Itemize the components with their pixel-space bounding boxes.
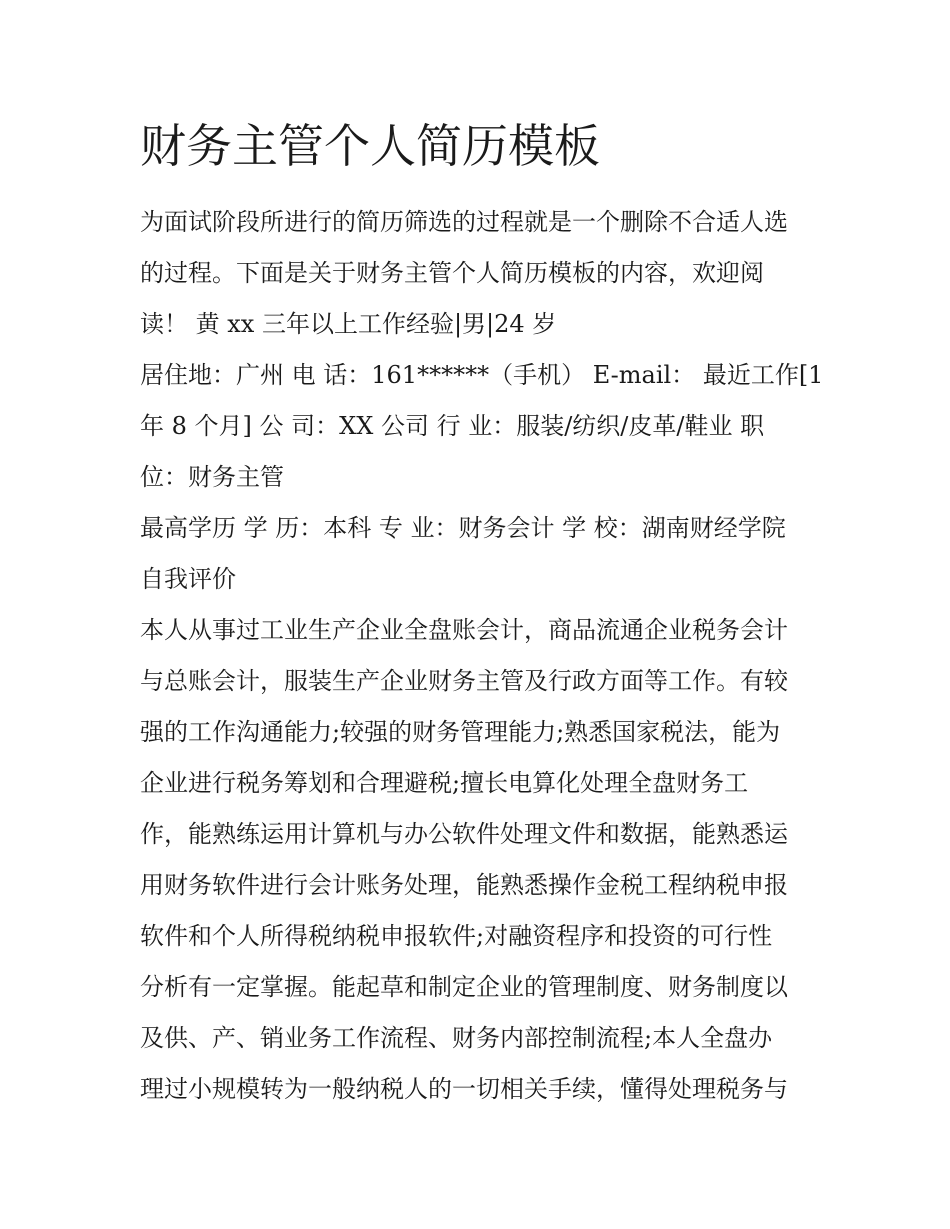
text-line: 理过小规模转为一般纳税人的一切相关手续，懂得处理税务与 — [140, 1075, 788, 1103]
text-line: 本人从事过工业生产企业全盘账会计，商品流通企业税务会计 — [140, 616, 788, 644]
text-line: 与总账会计，服装生产企业财务主管及行政方面等工作。有较 — [140, 667, 788, 695]
text-line: 强的工作沟通能力;较强的财务管理能力;熟悉国家税法，能为 — [140, 718, 781, 746]
text-line: 最高学历 学 历：本科 专 业：财务会计 学 校：湖南财经学院 — [140, 514, 786, 542]
text-line: 自我评价 — [140, 565, 236, 593]
text-line: 为面试阶段所进行的简历筛选的过程就是一个删除不合适人选 — [140, 208, 788, 236]
text-line: 企业进行税务筹划和合理避税;擅长电算化处理全盘财务工 — [140, 769, 749, 797]
contact-paragraph — [140, 350, 830, 503]
text-line: 用财务软件进行会计账务处理，能熟悉操作金税工程纳税申报 — [140, 871, 788, 899]
text-line: 年 8 个月] 公 司：XX 公司 行 业：服装/纺织/皮革/鞋业 职 — [140, 412, 765, 440]
text-line: 读！ 黄 xx 三年以上工作经验|男|24 岁 — [140, 310, 557, 338]
document-body — [140, 197, 830, 1115]
text-line: 居住地：广州 电 话：161******（手机） E-mail： 最近工作[1 — [140, 361, 824, 389]
text-line: 的过程。下面是关于财务主管个人简历模板的内容，欢迎阅 — [140, 259, 764, 287]
self-evaluation-paragraph — [140, 605, 830, 1115]
document-title: 财务主管个人简历模板 — [140, 119, 600, 173]
education-paragraph — [140, 503, 830, 554]
text-line: 及供、产、销业务工作流程、财务内部控制流程;本人全盘办 — [140, 1024, 773, 1052]
intro-paragraph — [140, 197, 830, 350]
text-line: 软件和个人所得税纳税申报软件;对融资程序和投资的可行性 — [140, 922, 773, 950]
self-evaluation-heading — [140, 554, 830, 605]
text-line: 分析有一定掌握。能起草和制定企业的管理制度、财务制度以 — [140, 973, 788, 1001]
text-line: 作，能熟练运用计算机与办公软件处理文件和数据，能熟悉运 — [140, 820, 788, 848]
text-line: 位：财务主管 — [140, 463, 284, 491]
